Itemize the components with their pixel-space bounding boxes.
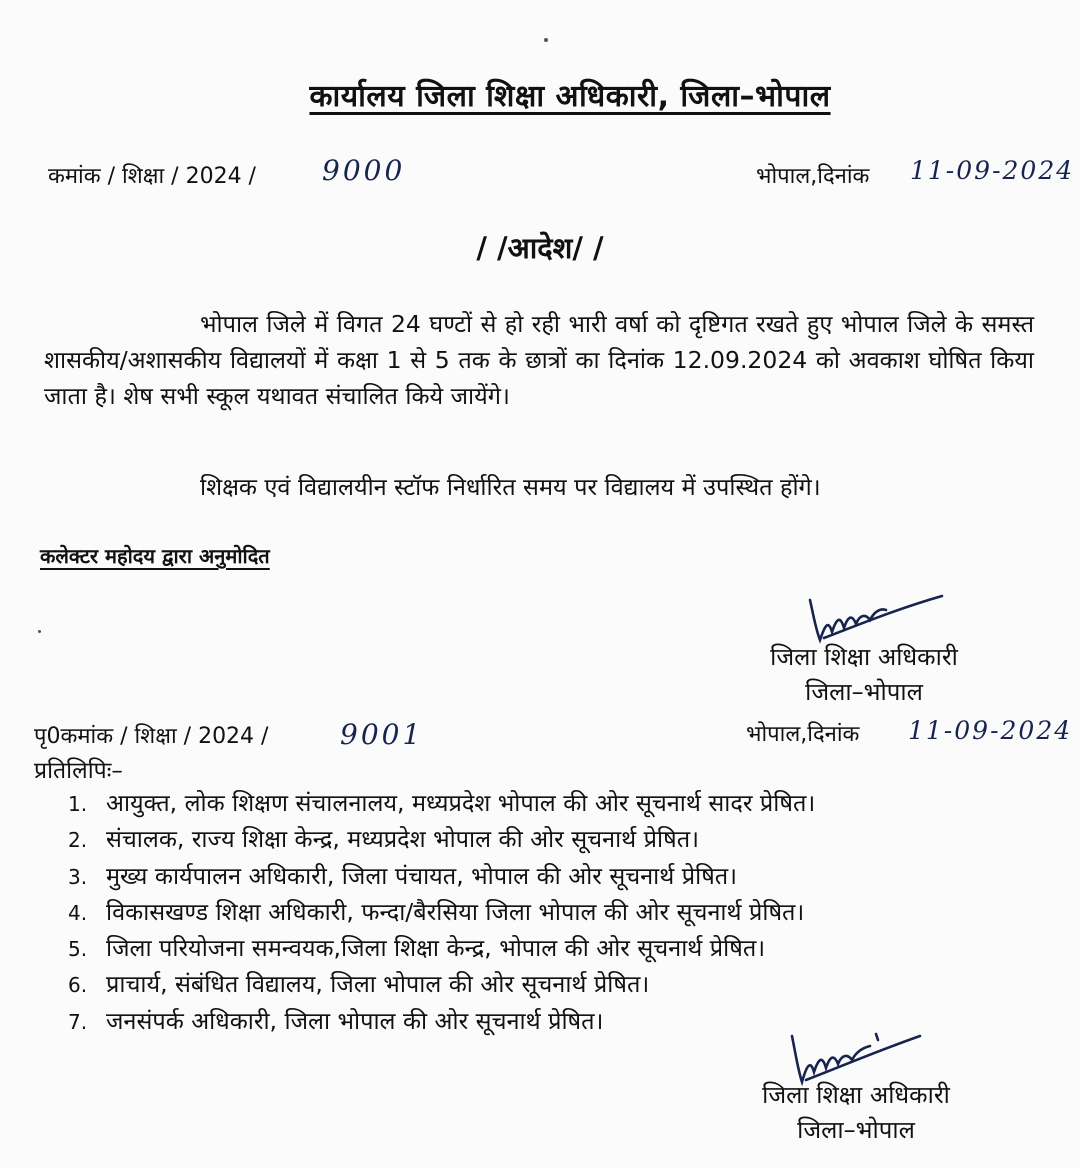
list-item: 1. आयुक्त, लोक शिक्षण संचालनालय, मध्यप्रदेश भोपाल की ओर सूचनार्थ सादर प्रेषित। bbox=[68, 789, 816, 817]
signatory-designation: जिला शिक्षा अधिकारी bbox=[762, 1081, 950, 1109]
list-item: 7. जनसंपर्क अधिकारी, जिला भोपाल की ओर सूचनार्थ प्रेषित। bbox=[68, 1006, 604, 1035]
order-heading: / /आदेश/ / bbox=[476, 231, 604, 265]
signatory-district: जिला–भोपाल bbox=[797, 1116, 915, 1144]
order-number-handwritten: 9000 bbox=[322, 154, 406, 187]
scan-speck bbox=[544, 38, 548, 42]
date-handwritten: 11-09-2024 bbox=[910, 156, 1075, 185]
endorsement-date-handwritten: 11-09-2024 bbox=[908, 716, 1073, 745]
scan-speck bbox=[38, 630, 41, 633]
approval-note: कलेक्टर महोदय द्वारा अनुमोदित bbox=[40, 544, 270, 568]
list-item: 5. जिला परियोजना समन्वयक,जिला शिक्षा केन्द्र, भोपाल की ओर सूचनार्थ प्रेषित। bbox=[68, 934, 766, 963]
office-title: कार्यालय जिला शिक्षा अधिकारी, जिला–भोपाल bbox=[309, 79, 831, 114]
copy-recipient-list bbox=[68, 786, 815, 1040]
endorsement-number-handwritten: 9001 bbox=[340, 718, 424, 751]
list-item: 4. विकासखण्ड शिक्षा अधिकारी, फन्दा/बैरसिया जिला भोपाल की ओर सूचनार्थ प्रेषित। bbox=[68, 897, 805, 926]
staff-paragraph: शिक्षक एवं विद्यालयीन स्टॉफ निर्धारित समय पर विद्यालय में उपस्थित होंगे। bbox=[200, 473, 821, 501]
list-item: 6. प्राचार्य, संबंधित विद्यालय, जिला भोपाल की ओर सूचनार्थ प्रेषित। bbox=[68, 970, 650, 999]
list-item: 2. संचालक, राज्य शिक्षा केन्द्र, मध्यप्रदेश भोपाल की ओर सूचनार्थ प्रेषित। bbox=[68, 825, 700, 854]
signatory-designation: जिला शिक्षा अधिकारी bbox=[770, 643, 958, 671]
signature-block-top bbox=[740, 640, 988, 710]
endorsement-number-label: पृ0कमांक / शिक्षा / 2024 / bbox=[34, 724, 269, 749]
endorsement-place-date-label: भोपाल,दिनांक bbox=[746, 722, 860, 747]
signatory-district: जिला–भोपाल bbox=[805, 678, 923, 706]
place-date-label: भोपाल,दिनांक bbox=[756, 164, 870, 189]
signature-block-bottom bbox=[732, 1078, 980, 1148]
copy-to-label: प्रतिलिपिः– bbox=[34, 758, 123, 784]
list-item: 3. मुख्य कार्यपालन अधिकारी, जिला पंचायत, भोपाल की ओर सूचनार्थ प्रेषित। bbox=[68, 861, 738, 890]
order-paragraph: भोपाल जिले में विगत 24 घण्टों से हो रही भारी वर्षा को दृष्टिगत रखते हुए भोपाल जिले के समस्त शासकीय/अशासकीय विद्यालयों में कक्षा 1 से 5 तक के छात्रों का दिनांक 12.09.2024 को अवकाश घोषित किया जाता है। शेष सभी स्कूल यथावत संचालित किये जायेंगे। bbox=[44, 310, 1034, 410]
order-number-label: कमांक / शिक्षा / 2024 / bbox=[48, 164, 256, 189]
